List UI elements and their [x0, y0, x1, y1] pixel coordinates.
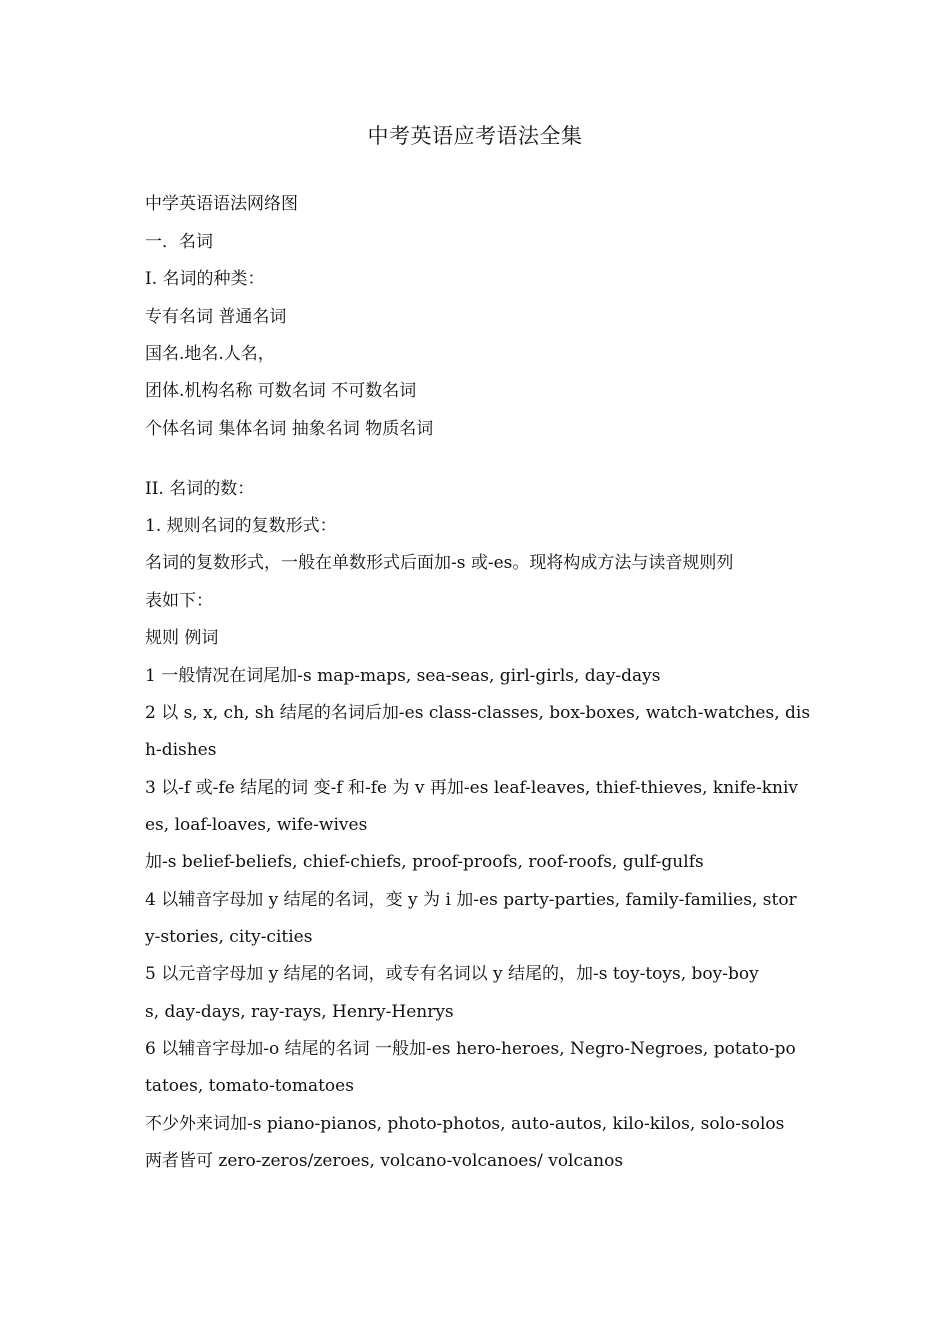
rule-line: 4 以辅音字母加 y 结尾的名词，变 y 为 i 加-es party-parties, family-families, stor — [145, 890, 797, 910]
rule-line: 两者皆可 zero-zeros/zeroes, volcano-volcanoes/ volcanos — [145, 1151, 624, 1171]
text-line: 专有名词 普通名词 — [145, 307, 287, 327]
text-line: 名词的复数形式，一般在单数形式后面加-s 或-es。现将构成方法与读音规则列 — [145, 553, 734, 573]
rule-line: s, day-days, ray-rays, Henry-Henrys — [145, 1002, 454, 1022]
rule-line: tatoes, tomato-tomatoes — [145, 1076, 354, 1096]
document-title: 中考英语应考语法全集 — [367, 124, 583, 148]
table-header: 规则 例词 — [145, 628, 219, 648]
rule-line: 1 一般情况在词尾加-s map-maps, sea-seas, girl-girls, day-days — [145, 666, 661, 686]
rule-line: 不少外来词加-s piano-pianos, photo-photos, auto-autos, kilo-kilos, solo-solos — [145, 1114, 785, 1134]
text-line: 表如下： — [145, 591, 213, 611]
subsection-heading: II. 名词的数： — [145, 479, 255, 499]
rule-line: 2 以 s, x, ch, sh 结尾的名词后加-es class-classes, box-boxes, watch-watches, dis — [145, 703, 810, 723]
rule-line: h-dishes — [145, 740, 217, 760]
text-line: 国名.地名.人名， — [145, 344, 275, 364]
section-heading: 中学英语语法网络图 — [145, 194, 298, 214]
subsection-heading: I. 名词的种类： — [145, 269, 265, 289]
rule-line: 3 以-f 或-fe 结尾的词 变-f 和-fe 为 v 再加-es leaf-leaves, thief-thieves, knife-kniv — [145, 778, 798, 798]
text-line: 个体名词 集体名词 抽象名词 物质名词 — [145, 419, 434, 439]
rule-line: es, loaf-loaves, wife-wives — [145, 815, 368, 835]
rule-line: 6 以辅音字母加-o 结尾的名词 一般加-es hero-heroes, Negro-Negroes, potato-po — [145, 1039, 796, 1059]
text-line: 团体.机构名称 可数名词 不可数名词 — [145, 381, 417, 401]
chapter-heading: 一．名词 — [145, 232, 213, 252]
rule-line: y-stories, city-cities — [145, 927, 313, 947]
rule-line: 加-s belief-beliefs, chief-chiefs, proof-proofs, roof-roofs, gulf-gulfs — [145, 852, 704, 872]
rule-line: 5 以元音字母加 y 结尾的名词，或专有名词以 y 结尾的，加-s toy-toys, boy-boy — [145, 964, 759, 984]
text-line: 1. 规则名词的复数形式： — [145, 516, 337, 536]
